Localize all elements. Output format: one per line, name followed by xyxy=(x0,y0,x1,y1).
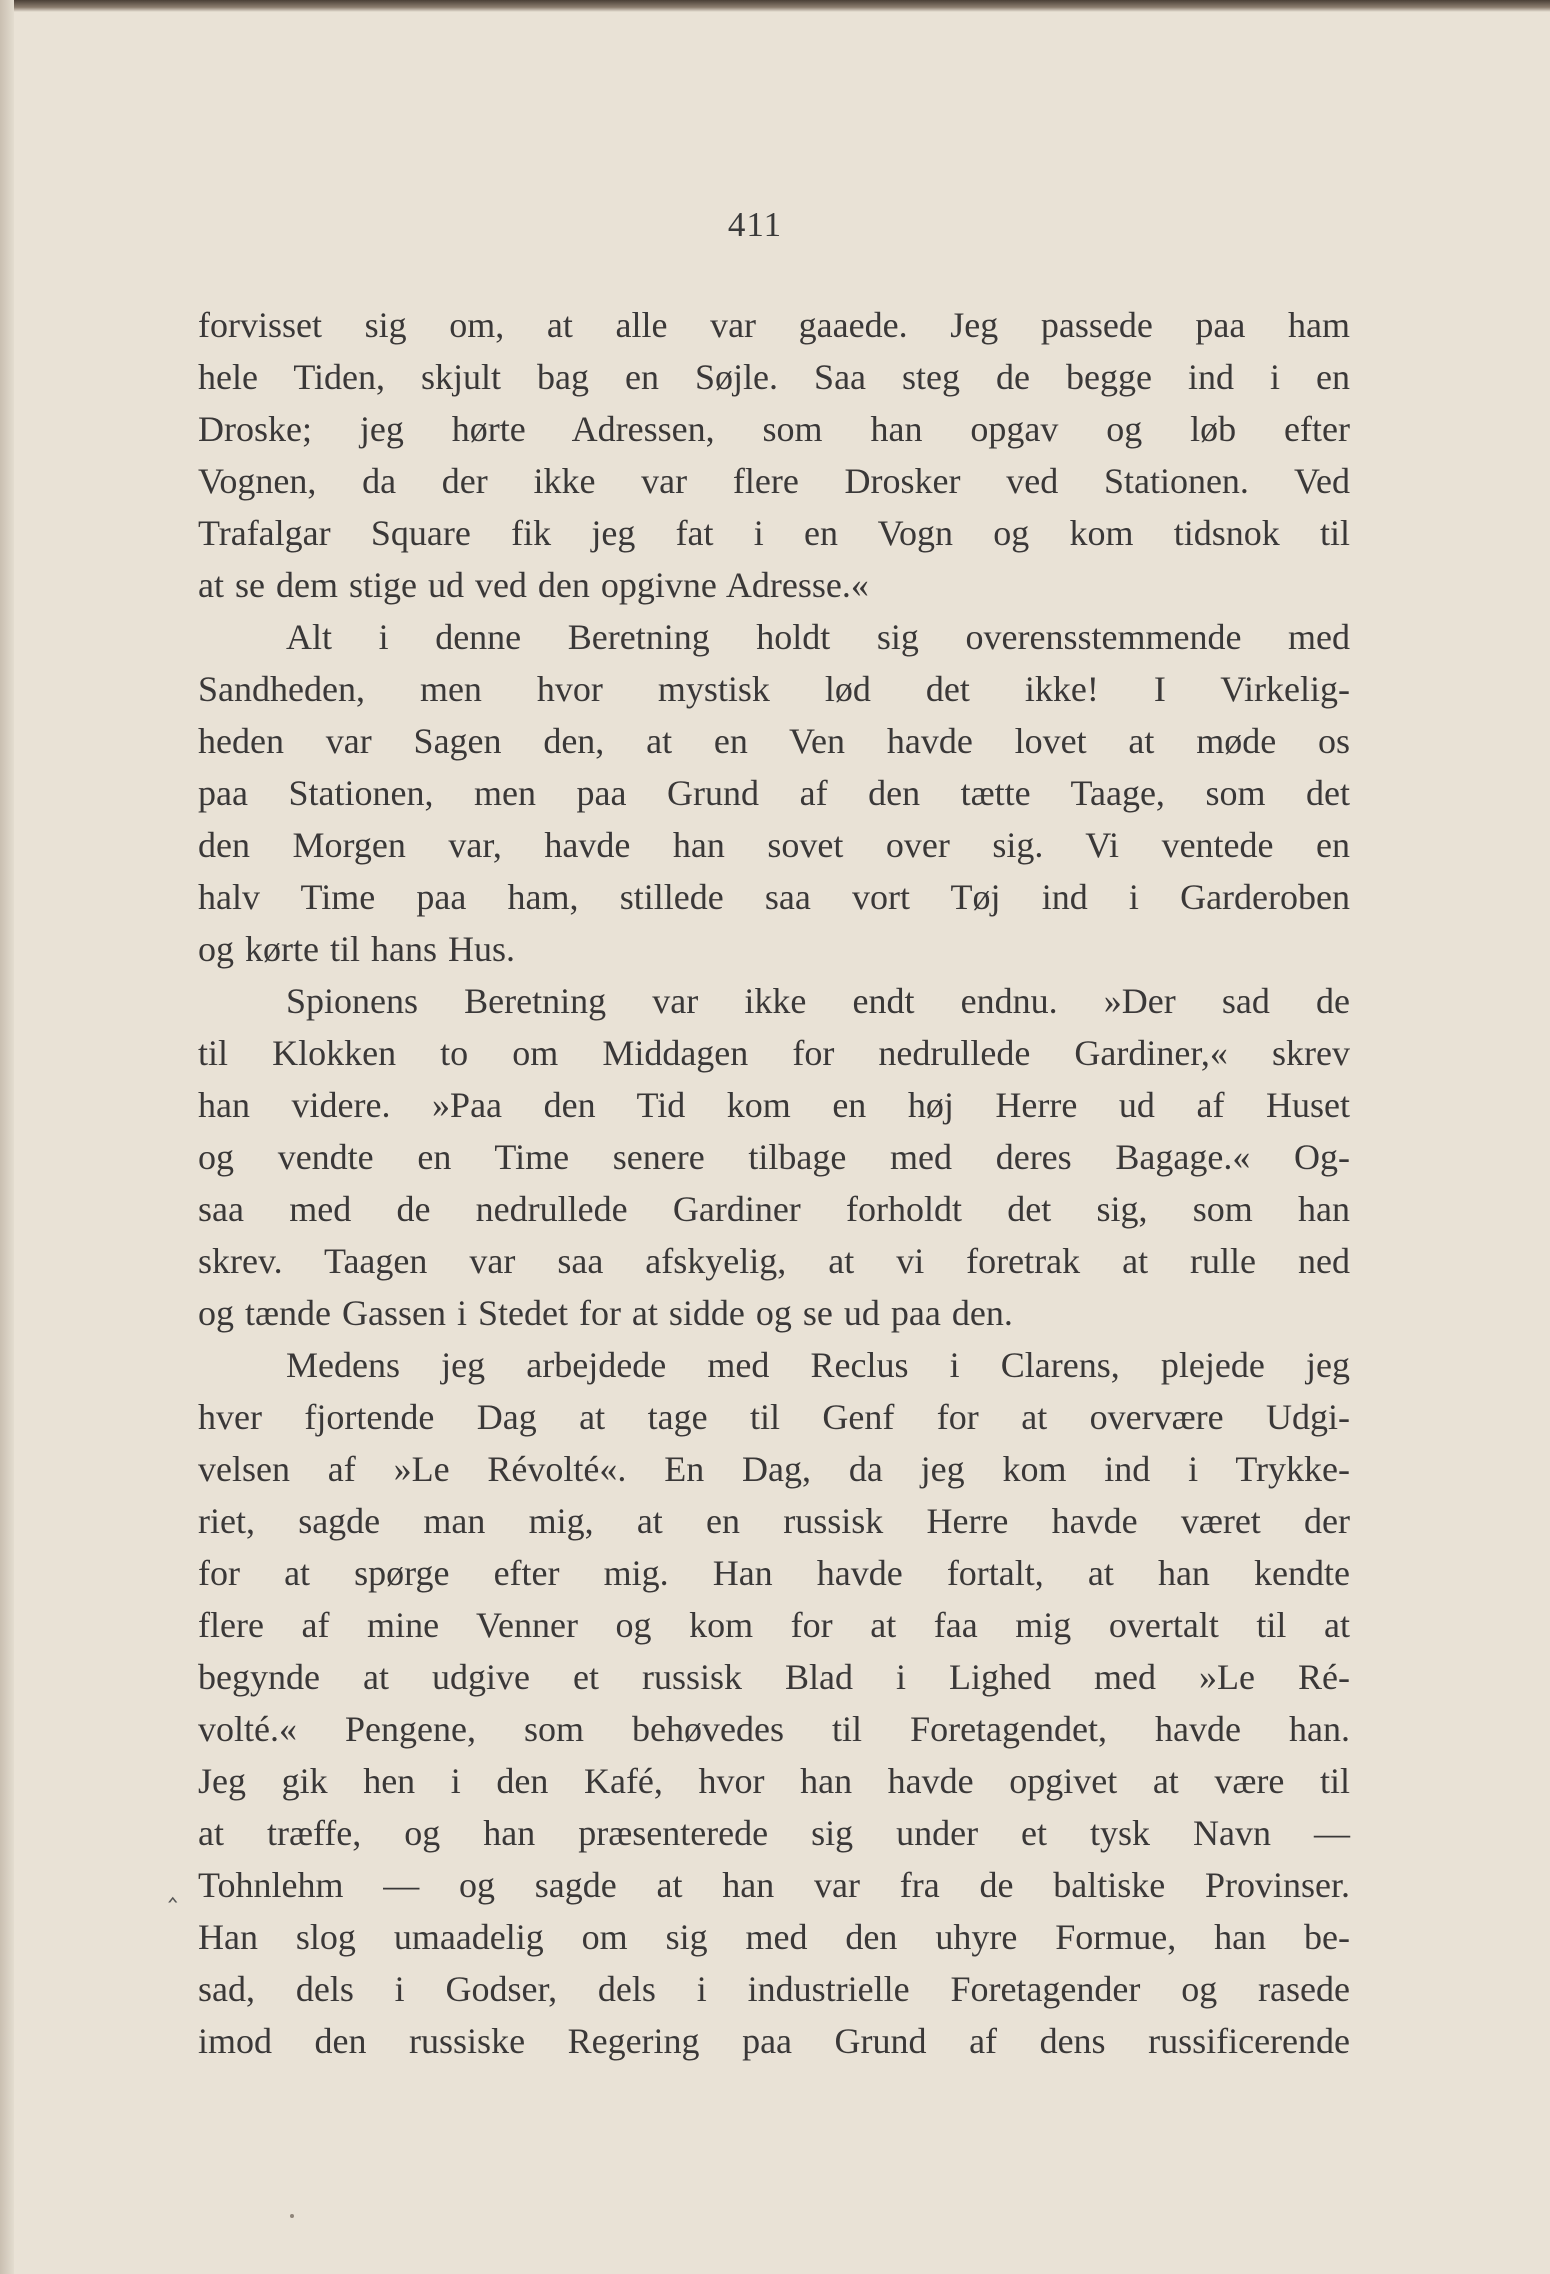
text-line: han videre. »Paa den Tid kom en høj Herre ud af Huset xyxy=(198,1085,1350,1125)
text-line: Vognen, da der ikke var flere Drosker ved Stationen. Ved xyxy=(198,461,1350,501)
text-line: hver fjortende Dag at tage til Genf for at overvære Udgi- xyxy=(198,1397,1350,1437)
margin-mark: ‸ xyxy=(168,1872,178,1903)
text-line: Medens jeg arbejdede med Reclus i Clarens, plejede jeg xyxy=(286,1345,1350,1385)
text-line: Sandheden, men hvor mystisk lød det ikke! I Virkelig- xyxy=(198,669,1350,709)
text-line: at se dem stige ud ved den opgivne Adresse.« xyxy=(198,565,869,605)
text-line: hele Tiden, skjult bag en Søjle. Saa steg de begge ind i en xyxy=(198,357,1350,397)
text-line: forvisset sig om, at alle var gaaede. Jeg passede paa ham xyxy=(198,305,1350,345)
text-line: Spionens Beretning var ikke endt endnu. »Der sad de xyxy=(286,981,1350,1021)
page-top-edge xyxy=(0,0,1550,12)
text-line: riet, sagde man mig, at en russisk Herre havde været der xyxy=(198,1501,1350,1541)
page-left-edge xyxy=(0,0,14,2274)
text-line: volté.« Pengene, som behøvedes til Foretagendet, havde han. xyxy=(198,1709,1350,1749)
text-line: heden var Sagen den, at en Ven havde lovet at møde os xyxy=(198,721,1350,761)
text-line: halv Time paa ham, stillede saa vort Tøj ind i Garderoben xyxy=(198,877,1350,917)
text-line: velsen af »Le Révolté«. En Dag, da jeg kom ind i Trykke- xyxy=(198,1449,1350,1489)
text-line: paa Stationen, men paa Grund af den tætte Taage, som det xyxy=(198,773,1350,813)
text-line: den Morgen var, havde han sovet over sig. Vi ventede en xyxy=(198,825,1350,865)
text-line: Jeg gik hen i den Kafé, hvor han havde opgivet at være til xyxy=(198,1761,1350,1801)
text-line: Droske; jeg hørte Adressen, som han opgav og løb efter xyxy=(198,409,1350,449)
text-line: saa med de nedrullede Gardiner forholdt det sig, som han xyxy=(198,1189,1350,1229)
text-line: Han slog umaadelig om sig med den uhyre Formue, han be- xyxy=(198,1917,1350,1957)
text-line: og tænde Gassen i Stedet for at sidde og se ud paa den. xyxy=(198,1293,1013,1333)
text-line: til Klokken to om Middagen for nedrullede Gardiner,« skrev xyxy=(198,1033,1350,1073)
text-line: sad, dels i Godser, dels i industrielle Foretagender og rasede xyxy=(198,1969,1350,2009)
text-line: og kørte til hans Hus. xyxy=(198,929,515,969)
paper-speck xyxy=(290,2214,294,2218)
text-line: at træffe, og han præsenterede sig under et tysk Navn — xyxy=(198,1813,1350,1853)
text-line: skrev. Taagen var saa afskyelig, at vi foretrak at rulle ned xyxy=(198,1241,1350,1281)
body-text xyxy=(198,299,1350,2067)
text-line: Tohnlehm — og sagde at han var fra de baltiske Provinser. xyxy=(198,1865,1350,1905)
text-line: Trafalgar Square fik jeg fat i en Vogn og kom tidsnok til xyxy=(198,513,1350,553)
text-line: Alt i denne Beretning holdt sig overensstemmende med xyxy=(286,617,1350,657)
page-number: 411 xyxy=(727,205,783,244)
text-line: imod den russiske Regering paa Grund af dens russificerende xyxy=(198,2021,1350,2061)
text-line: flere af mine Venner og kom for at faa mig overtalt til at xyxy=(198,1605,1350,1645)
text-line: og vendte en Time senere tilbage med deres Bagage.« Og- xyxy=(198,1137,1350,1177)
text-line: for at spørge efter mig. Han havde fortalt, at han kendte xyxy=(198,1553,1350,1593)
text-line: begynde at udgive et russisk Blad i Lighed med »Le Ré- xyxy=(198,1657,1350,1697)
